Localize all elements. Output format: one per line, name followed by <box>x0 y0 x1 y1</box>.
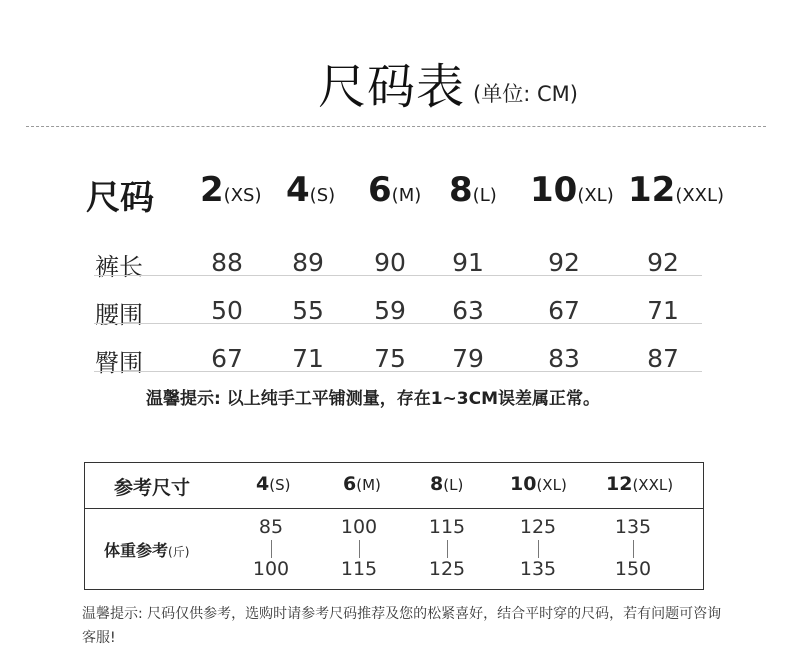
weight-max: 125 <box>428 558 466 580</box>
page-title: 尺码表 <box>318 59 466 115</box>
row-divider <box>94 275 702 276</box>
table-cell: 50 <box>211 296 243 325</box>
table-cell: 89 <box>292 248 324 277</box>
table-cell: 92 <box>647 248 679 277</box>
table-cell: 67 <box>548 296 580 325</box>
table-cell: 88 <box>211 248 243 277</box>
dashed-divider <box>26 126 766 127</box>
table-cell: 92 <box>548 248 580 277</box>
size-header-label: 尺码 <box>86 178 154 218</box>
weight-min: 125 <box>519 516 557 538</box>
title-unit: (单位: CM) <box>473 82 578 106</box>
table-cell: 71 <box>292 344 324 373</box>
weight-min: 135 <box>614 516 652 538</box>
weight-max: 150 <box>614 558 652 580</box>
table-cell: 75 <box>374 344 406 373</box>
reference-divider <box>84 508 704 509</box>
size-header-2: 2(XS) <box>200 170 262 210</box>
reference-size-6: 6(M) <box>343 473 381 495</box>
table-cell: 63 <box>452 296 484 325</box>
table-cell: 91 <box>452 248 484 277</box>
row-divider <box>94 371 702 372</box>
size-advice-tip: 温馨提示: 尺码仅供参考，选购时请参考尺码推荐及您的松紧喜好，结合平时穿的尺码，若有问题可咨询客服! <box>82 606 722 646</box>
table-cell: 55 <box>292 296 324 325</box>
weight-range-bar <box>271 540 272 558</box>
reference-header-label: 参考尺寸 <box>114 477 191 499</box>
table-cell: 67 <box>211 344 243 373</box>
size-header-10: 10(XL) <box>530 170 614 210</box>
size-header-4: 4(S) <box>286 170 336 210</box>
reference-size-10: 10(XL) <box>510 473 567 495</box>
weight-range-bar <box>359 540 360 558</box>
weight-range-bar <box>633 540 634 558</box>
measurement-tip: 温馨提示: 以上纯手工平铺测量，存在1~3CM误差属正常。 <box>146 389 601 409</box>
table-cell: 79 <box>452 344 484 373</box>
weight-reference-label: 体重参考(斤) <box>104 541 190 560</box>
table-cell: 90 <box>374 248 406 277</box>
table-cell: 87 <box>647 344 679 373</box>
size-header-6: 6(M) <box>368 170 422 210</box>
table-cell: 71 <box>647 296 679 325</box>
weight-min: 115 <box>428 516 466 538</box>
weight-range-bar <box>447 540 448 558</box>
reference-size-8: 8(L) <box>430 473 464 495</box>
row-label-length: 裤长 <box>95 253 143 281</box>
row-label-waist: 腰围 <box>95 301 143 329</box>
reference-size-4: 4(S) <box>256 473 291 495</box>
row-divider <box>94 323 702 324</box>
weight-min: 85 <box>258 516 284 538</box>
table-cell: 83 <box>548 344 580 373</box>
weight-max: 135 <box>519 558 557 580</box>
table-cell: 59 <box>374 296 406 325</box>
size-header-8: 8(L) <box>449 170 497 210</box>
size-header-12: 12(XXL) <box>628 170 725 210</box>
row-label-hip: 臀围 <box>95 349 143 377</box>
weight-min: 100 <box>340 516 378 538</box>
weight-max: 115 <box>340 558 378 580</box>
weight-range-bar <box>538 540 539 558</box>
weight-max: 100 <box>252 558 290 580</box>
reference-size-12: 12(XXL) <box>606 473 674 495</box>
